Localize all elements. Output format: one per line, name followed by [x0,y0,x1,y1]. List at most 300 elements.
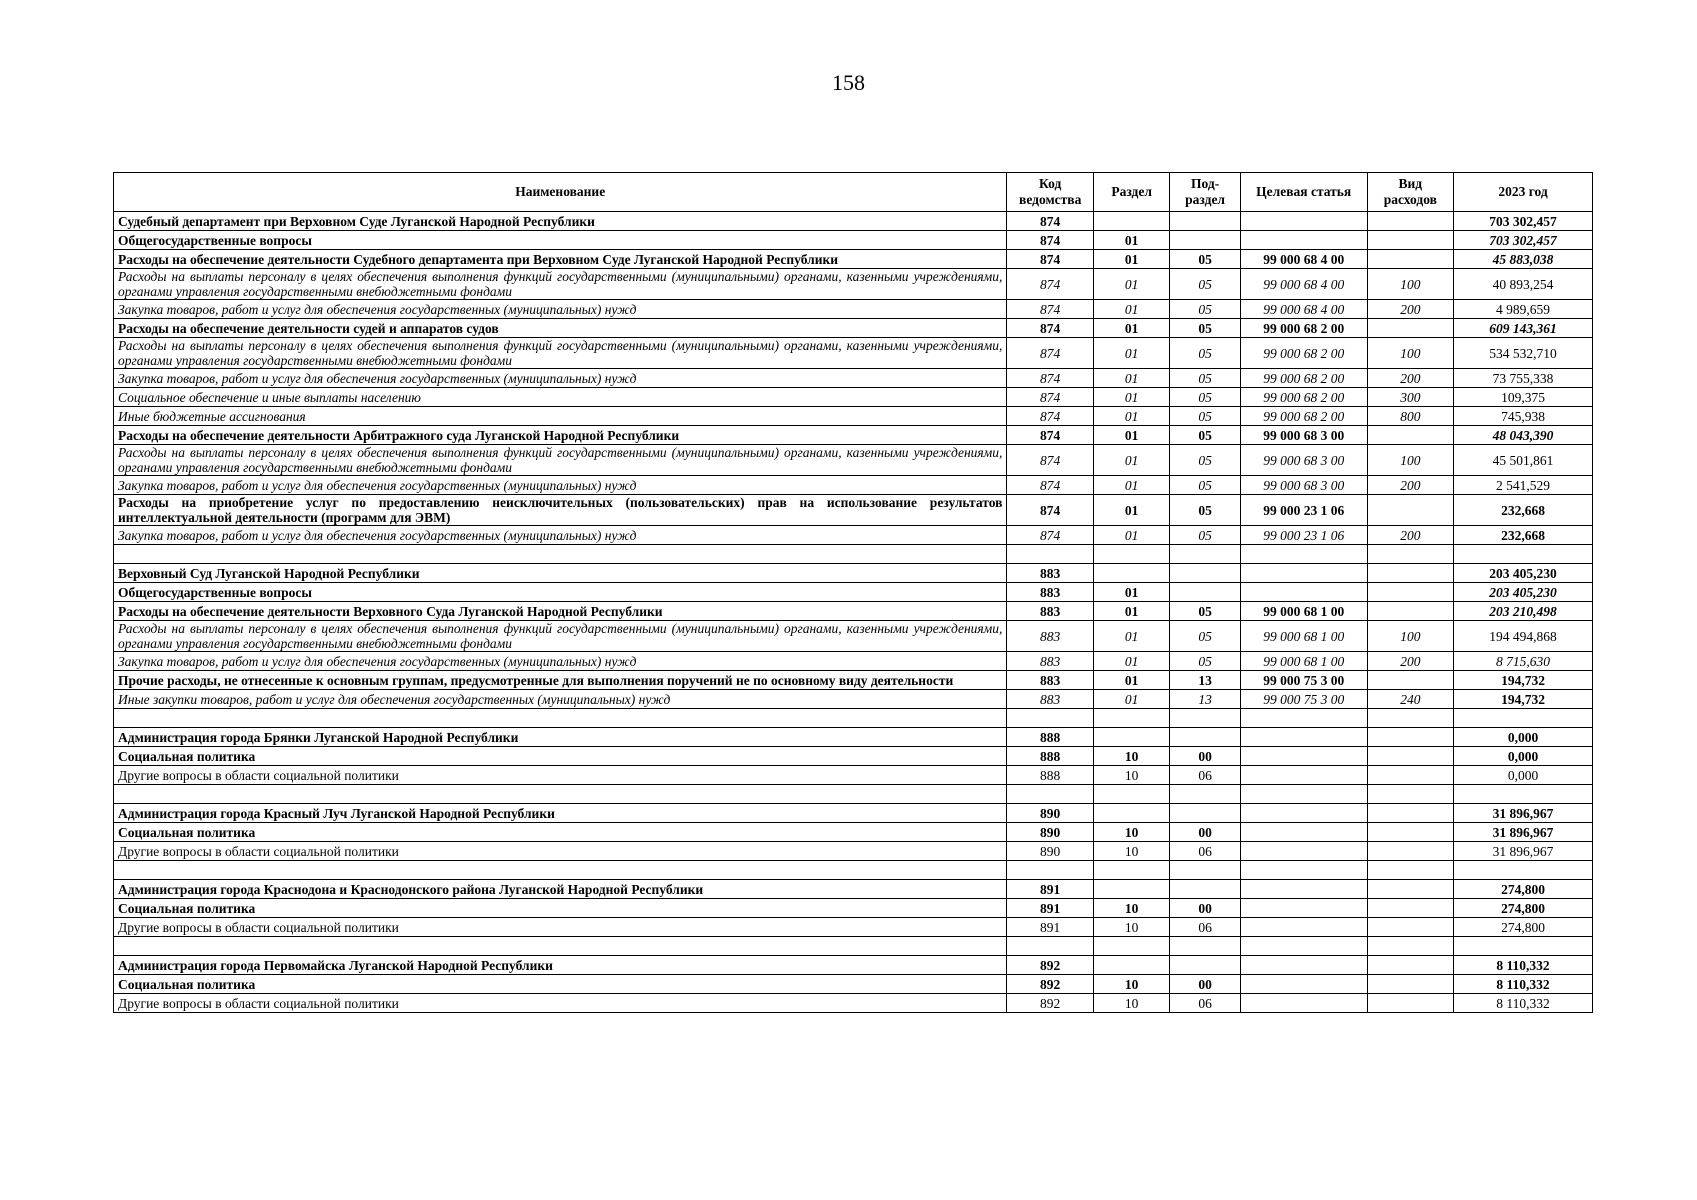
cell-name: Социальная политика [114,899,1007,918]
cell-kind [1367,880,1454,899]
cell-name: Верховный Суд Луганской Народной Республики [114,564,1007,583]
cell-sum: 194,732 [1454,690,1593,709]
cell-sum: 232,668 [1454,495,1593,526]
cell-dept: 874 [1007,300,1094,319]
cell-target: 99 000 68 2 00 [1240,369,1367,388]
cell-dept: 874 [1007,388,1094,407]
cell-target [1240,747,1367,766]
cell-dept: 890 [1007,842,1094,861]
table-body [114,212,1593,1013]
table-row [114,319,1593,338]
cell-target: 99 000 68 1 00 [1240,602,1367,621]
cell-sum: 8 715,630 [1454,652,1593,671]
cell-target [1240,918,1367,937]
cell-dept: 883 [1007,671,1094,690]
table-row [114,690,1593,709]
cell-dept: 874 [1007,407,1094,426]
cell-section: 01 [1093,583,1169,602]
cell-kind: 240 [1367,690,1454,709]
cell-name: Другие вопросы в области социальной политики [114,918,1007,937]
cell-section: 01 [1093,690,1169,709]
cell-section [1093,564,1169,583]
table-row [114,899,1593,918]
cell-kind [1367,728,1454,747]
cell-section: 10 [1093,842,1169,861]
cell-sum: 31 896,967 [1454,842,1593,861]
cell-subsection: 05 [1170,602,1240,621]
cell-subsection [1170,709,1240,728]
cell-subsection [1170,804,1240,823]
table-spacer-row [114,785,1593,804]
table-row [114,388,1593,407]
cell-name: Иные закупки товаров, работ и услуг для обеспечения государственных (муниципальных) нужд [114,690,1007,709]
cell-subsection: 05 [1170,426,1240,445]
cell-sum: 232,668 [1454,526,1593,545]
cell-sum: 703 302,457 [1454,212,1593,231]
cell-kind: 200 [1367,300,1454,319]
cell-section: 01 [1093,231,1169,250]
cell-name: Администрация города Первомайска Луганской Народной Республики [114,956,1007,975]
cell-section: 01 [1093,602,1169,621]
cell-kind [1367,231,1454,250]
cell-name: Администрация города Краснодона и Краснодонского района Луганской Народной Республики [114,880,1007,899]
cell-name: Расходы на выплаты персоналу в целях обеспечения выполнения функций государственными (муниципальными) органами, казенными учреждениями, органами управления государственными внебюджетными фондами [114,269,1007,300]
header-kind: Вид расходов [1367,173,1454,212]
cell-subsection: 05 [1170,495,1240,526]
table-spacer-row [114,937,1593,956]
cell-subsection [1170,956,1240,975]
cell-kind [1367,804,1454,823]
cell-subsection [1170,785,1240,804]
cell-section: 01 [1093,621,1169,652]
table-row [114,300,1593,319]
cell-subsection: 05 [1170,652,1240,671]
cell-section: 10 [1093,975,1169,994]
cell-kind [1367,671,1454,690]
table-row [114,621,1593,652]
cell-target [1240,785,1367,804]
table-row [114,880,1593,899]
cell-sum: 40 893,254 [1454,269,1593,300]
cell-name: Другие вопросы в области социальной политики [114,766,1007,785]
cell-dept [1007,861,1094,880]
cell-subsection: 06 [1170,842,1240,861]
cell-sum: 8 110,332 [1454,975,1593,994]
cell-subsection [1170,583,1240,602]
cell-name: Другие вопросы в области социальной политики [114,842,1007,861]
cell-kind [1367,250,1454,269]
cell-dept: 892 [1007,975,1094,994]
cell-kind [1367,709,1454,728]
cell-section [1093,785,1169,804]
table-row [114,212,1593,231]
cell-subsection: 06 [1170,994,1240,1013]
cell-kind [1367,956,1454,975]
table-row [114,583,1593,602]
cell-subsection: 05 [1170,407,1240,426]
cell-subsection [1170,212,1240,231]
cell-dept: 883 [1007,690,1094,709]
table-row [114,250,1593,269]
cell-section: 10 [1093,918,1169,937]
cell-dept: 874 [1007,495,1094,526]
table-row [114,426,1593,445]
cell-target: 99 000 23 1 06 [1240,495,1367,526]
cell-dept: 874 [1007,319,1094,338]
cell-section: 01 [1093,476,1169,495]
cell-target [1240,212,1367,231]
cell-target: 99 000 68 1 00 [1240,621,1367,652]
cell-dept: 874 [1007,476,1094,495]
cell-sum [1454,861,1593,880]
table-row [114,747,1593,766]
cell-sum: 0,000 [1454,766,1593,785]
cell-sum [1454,937,1593,956]
cell-sum: 0,000 [1454,747,1593,766]
cell-kind [1367,602,1454,621]
cell-kind [1367,823,1454,842]
cell-name: Социальная политика [114,747,1007,766]
header-section: Раздел [1093,173,1169,212]
cell-subsection [1170,937,1240,956]
table-row [114,823,1593,842]
cell-target: 99 000 23 1 06 [1240,526,1367,545]
cell-kind [1367,495,1454,526]
cell-name [114,937,1007,956]
cell-dept [1007,785,1094,804]
budget-table [113,172,1593,1013]
cell-target: 99 000 68 4 00 [1240,250,1367,269]
cell-sum: 203 210,498 [1454,602,1593,621]
cell-name: Закупка товаров, работ и услуг для обеспечения государственных (муниципальных) нужд [114,526,1007,545]
cell-name: Иные бюджетные ассигнования [114,407,1007,426]
cell-subsection [1170,564,1240,583]
cell-target: 99 000 75 3 00 [1240,671,1367,690]
cell-sum: 274,800 [1454,880,1593,899]
cell-target: 99 000 68 2 00 [1240,338,1367,369]
cell-name: Общегосударственные вопросы [114,583,1007,602]
cell-dept: 883 [1007,564,1094,583]
cell-section: 10 [1093,747,1169,766]
cell-section [1093,709,1169,728]
cell-kind [1367,918,1454,937]
table-row [114,766,1593,785]
cell-target: 99 000 68 4 00 [1240,300,1367,319]
cell-target [1240,709,1367,728]
cell-section: 01 [1093,495,1169,526]
cell-section [1093,804,1169,823]
cell-target [1240,766,1367,785]
cell-dept: 888 [1007,728,1094,747]
cell-kind [1367,545,1454,564]
cell-dept: 883 [1007,602,1094,621]
cell-sum: 194,732 [1454,671,1593,690]
cell-kind: 200 [1367,369,1454,388]
cell-target: 99 000 68 1 00 [1240,652,1367,671]
cell-subsection [1170,728,1240,747]
cell-subsection: 00 [1170,823,1240,842]
cell-target [1240,975,1367,994]
cell-target [1240,937,1367,956]
cell-section: 01 [1093,426,1169,445]
cell-dept [1007,937,1094,956]
cell-dept [1007,545,1094,564]
cell-dept: 874 [1007,369,1094,388]
cell-section: 01 [1093,338,1169,369]
cell-dept [1007,709,1094,728]
cell-section: 01 [1093,652,1169,671]
cell-target: 99 000 68 2 00 [1240,407,1367,426]
table-row [114,526,1593,545]
cell-sum: 0,000 [1454,728,1593,747]
cell-sum: 2 541,529 [1454,476,1593,495]
cell-kind: 200 [1367,476,1454,495]
table-row [114,994,1593,1013]
cell-section: 01 [1093,369,1169,388]
table-row [114,476,1593,495]
table-row [114,407,1593,426]
cell-sum: 194 494,868 [1454,621,1593,652]
cell-target: 99 000 68 3 00 [1240,445,1367,476]
cell-sum: 609 143,361 [1454,319,1593,338]
cell-dept: 883 [1007,652,1094,671]
cell-subsection: 13 [1170,690,1240,709]
cell-subsection: 05 [1170,621,1240,652]
cell-sum: 31 896,967 [1454,823,1593,842]
cell-dept: 874 [1007,269,1094,300]
cell-subsection: 05 [1170,338,1240,369]
table-row [114,804,1593,823]
cell-subsection: 05 [1170,250,1240,269]
cell-dept: 874 [1007,212,1094,231]
header-dept: Код ведомства [1007,173,1094,212]
cell-kind [1367,842,1454,861]
cell-target [1240,804,1367,823]
cell-dept: 874 [1007,338,1094,369]
cell-target [1240,861,1367,880]
cell-name [114,545,1007,564]
cell-name: Общегосударственные вопросы [114,231,1007,250]
cell-subsection [1170,545,1240,564]
table-row [114,671,1593,690]
cell-sum: 48 043,390 [1454,426,1593,445]
cell-name: Социальное обеспечение и иные выплаты населению [114,388,1007,407]
cell-name: Расходы на приобретение услуг по предоставлению неисключительных (пользовательских) прав на использование результатов интеллектуальной деятельности (программ для ЭВМ) [114,495,1007,526]
cell-name: Закупка товаров, работ и услуг для обеспечения государственных (муниципальных) нужд [114,300,1007,319]
cell-kind [1367,212,1454,231]
table-row [114,231,1593,250]
cell-section [1093,956,1169,975]
cell-section [1093,937,1169,956]
cell-section: 01 [1093,319,1169,338]
cell-kind: 800 [1367,407,1454,426]
cell-dept: 891 [1007,899,1094,918]
cell-dept: 888 [1007,747,1094,766]
cell-target [1240,545,1367,564]
cell-sum: 534 532,710 [1454,338,1593,369]
cell-target [1240,880,1367,899]
cell-sum: 203 405,230 [1454,564,1593,583]
cell-sum: 4 989,659 [1454,300,1593,319]
cell-sum: 274,800 [1454,918,1593,937]
cell-dept: 874 [1007,231,1094,250]
cell-subsection [1170,880,1240,899]
cell-kind: 100 [1367,445,1454,476]
cell-target: 99 000 68 2 00 [1240,319,1367,338]
table-row [114,652,1593,671]
cell-name: Расходы на выплаты персоналу в целях обеспечения выполнения функций государственными (муниципальными) органами, казенными учреждениями, органами управления государственными внебюджетными фондами [114,338,1007,369]
cell-sum: 45 883,038 [1454,250,1593,269]
table-spacer-row [114,861,1593,880]
cell-target: 99 000 68 3 00 [1240,426,1367,445]
table-row [114,445,1593,476]
cell-name: Администрация города Красный Луч Луганской Народной Республики [114,804,1007,823]
cell-kind: 100 [1367,621,1454,652]
cell-kind [1367,766,1454,785]
cell-target: 99 000 75 3 00 [1240,690,1367,709]
cell-sum [1454,785,1593,804]
cell-target: 99 000 68 3 00 [1240,476,1367,495]
cell-subsection: 05 [1170,526,1240,545]
cell-section [1093,880,1169,899]
cell-target [1240,583,1367,602]
cell-section: 10 [1093,823,1169,842]
cell-dept: 883 [1007,621,1094,652]
cell-section: 01 [1093,407,1169,426]
cell-kind [1367,975,1454,994]
cell-kind [1367,564,1454,583]
cell-target [1240,899,1367,918]
cell-section: 01 [1093,300,1169,319]
cell-dept: 874 [1007,426,1094,445]
cell-section: 10 [1093,994,1169,1013]
table-spacer-row [114,545,1593,564]
header-year: 2023 год [1454,173,1593,212]
cell-sum: 45 501,861 [1454,445,1593,476]
cell-section [1093,728,1169,747]
table-row [114,495,1593,526]
cell-name: Закупка товаров, работ и услуг для обеспечения государственных (муниципальных) нужд [114,652,1007,671]
cell-subsection: 00 [1170,747,1240,766]
cell-kind: 100 [1367,269,1454,300]
header-target: Целевая статья [1240,173,1367,212]
table-row [114,956,1593,975]
cell-kind [1367,899,1454,918]
cell-name: Социальная политика [114,975,1007,994]
table-row [114,369,1593,388]
table-row [114,728,1593,747]
cell-kind [1367,994,1454,1013]
cell-name: Расходы на обеспечение деятельности Судебного департамента при Верховном Суде Луганской Народной Республики [114,250,1007,269]
cell-sum: 8 110,332 [1454,994,1593,1013]
cell-section [1093,861,1169,880]
table-row [114,975,1593,994]
cell-kind [1367,747,1454,766]
cell-target [1240,842,1367,861]
cell-sum: 745,938 [1454,407,1593,426]
cell-section [1093,545,1169,564]
cell-section: 10 [1093,766,1169,785]
cell-kind [1367,426,1454,445]
cell-section: 01 [1093,388,1169,407]
table-spacer-row [114,709,1593,728]
cell-sum: 703 302,457 [1454,231,1593,250]
cell-sum: 109,375 [1454,388,1593,407]
cell-name: Расходы на обеспечение деятельности Арбитражного суда Луганской Народной Республики [114,426,1007,445]
cell-name: Закупка товаров, работ и услуг для обеспечения государственных (муниципальных) нужд [114,476,1007,495]
cell-section: 01 [1093,526,1169,545]
cell-section: 01 [1093,269,1169,300]
table-row [114,338,1593,369]
cell-dept: 888 [1007,766,1094,785]
cell-kind: 100 [1367,338,1454,369]
cell-sum: 31 896,967 [1454,804,1593,823]
cell-name: Прочие расходы, не отнесенные к основным группам, предусмотренные для выполнения поручений не по основному виду деятельности [114,671,1007,690]
table-row [114,602,1593,621]
cell-section: 01 [1093,250,1169,269]
cell-target [1240,231,1367,250]
cell-subsection: 05 [1170,369,1240,388]
cell-target [1240,823,1367,842]
cell-dept: 890 [1007,804,1094,823]
cell-kind [1367,861,1454,880]
cell-dept: 874 [1007,445,1094,476]
cell-name: Закупка товаров, работ и услуг для обеспечения государственных (муниципальных) нужд [114,369,1007,388]
cell-target: 99 000 68 4 00 [1240,269,1367,300]
cell-kind: 200 [1367,526,1454,545]
cell-dept: 890 [1007,823,1094,842]
cell-target [1240,994,1367,1013]
cell-sum [1454,709,1593,728]
cell-name: Администрация города Брянки Луганской Народной Республики [114,728,1007,747]
cell-name: Расходы на выплаты персоналу в целях обеспечения выполнения функций государственными (муниципальными) органами, казенными учреждениями, органами управления государственными внебюджетными фондами [114,445,1007,476]
cell-subsection: 05 [1170,300,1240,319]
cell-subsection: 06 [1170,918,1240,937]
cell-name: Судебный департамент при Верховном Суде Луганской Народной Республики [114,212,1007,231]
header-subsection: Под-раздел [1170,173,1240,212]
table-row [114,842,1593,861]
cell-dept: 874 [1007,250,1094,269]
cell-name [114,785,1007,804]
cell-subsection: 05 [1170,476,1240,495]
cell-section: 10 [1093,899,1169,918]
cell-subsection: 00 [1170,899,1240,918]
cell-subsection: 05 [1170,445,1240,476]
cell-subsection: 06 [1170,766,1240,785]
cell-name: Расходы на выплаты персоналу в целях обеспечения выполнения функций государственными (муниципальными) органами, казенными учреждениями, органами управления государственными внебюджетными фондами [114,621,1007,652]
cell-name: Социальная политика [114,823,1007,842]
cell-kind: 300 [1367,388,1454,407]
cell-target [1240,564,1367,583]
cell-subsection [1170,861,1240,880]
cell-kind [1367,319,1454,338]
table-row [114,564,1593,583]
cell-subsection: 13 [1170,671,1240,690]
cell-sum: 203 405,230 [1454,583,1593,602]
cell-subsection: 05 [1170,319,1240,338]
cell-dept: 883 [1007,583,1094,602]
cell-target [1240,956,1367,975]
cell-kind: 200 [1367,652,1454,671]
cell-name: Расходы на обеспечение деятельности Верховного Суда Луганской Народной Республики [114,602,1007,621]
cell-subsection [1170,231,1240,250]
cell-dept: 892 [1007,956,1094,975]
cell-target [1240,728,1367,747]
cell-subsection: 00 [1170,975,1240,994]
cell-section: 01 [1093,671,1169,690]
cell-dept: 874 [1007,526,1094,545]
cell-subsection: 05 [1170,388,1240,407]
